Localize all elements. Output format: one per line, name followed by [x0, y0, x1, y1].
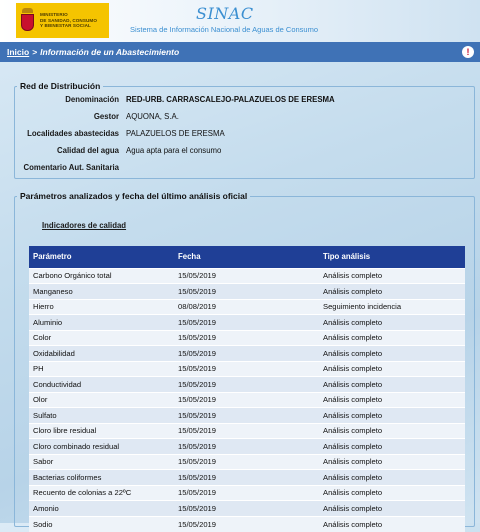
field-comentario: [15, 159, 474, 176]
breadcrumb-current: Información de un Abastecimiento: [40, 47, 180, 57]
table-row: [29, 268, 465, 284]
field-localidades: [15, 125, 474, 142]
cell-parametro: PH: [29, 361, 174, 377]
quality-indicators-link[interactable]: Indicadores de calidad: [42, 221, 127, 230]
table-row: [29, 315, 465, 331]
parameters-table: [29, 246, 465, 532]
cell-tipo: Análisis completo: [319, 470, 465, 486]
cell-fecha: 15/05/2019: [174, 454, 319, 470]
table-row: [29, 392, 465, 408]
parameters-section: [14, 191, 475, 527]
cell-tipo: Seguimiento incidencia: [319, 299, 465, 315]
cell-parametro: Hierro: [29, 299, 174, 315]
table-row: [29, 439, 465, 455]
table-row: [29, 361, 465, 377]
ministry-name: MINISTERIO DE SANIDAD, CONSUMO Y BIENESTAR SOCIAL: [40, 12, 98, 29]
cell-tipo: Análisis completo: [319, 268, 465, 284]
table-row: [29, 346, 465, 362]
cell-fecha: 15/05/2019: [174, 470, 319, 486]
cell-tipo: Análisis completo: [319, 284, 465, 300]
cell-parametro: Aluminio: [29, 315, 174, 331]
cell-parametro: Carbono Orgánico total: [29, 268, 174, 284]
field-label: Denominación: [65, 95, 119, 104]
column-header-fecha[interactable]: Fecha: [174, 246, 319, 268]
table-row: [29, 330, 465, 346]
cell-fecha: 15/05/2019: [174, 408, 319, 424]
cell-fecha: 15/05/2019: [174, 439, 319, 455]
column-header-tipo[interactable]: Tipo análisis: [319, 246, 465, 268]
cell-parametro: Oxidabilidad: [29, 346, 174, 362]
info-icon[interactable]: !: [462, 46, 474, 58]
cell-fecha: 15/05/2019: [174, 485, 319, 501]
cell-tipo: Análisis completo: [319, 315, 465, 331]
cell-parametro: Sabor: [29, 454, 174, 470]
table-row: [29, 377, 465, 393]
table-row: [29, 470, 465, 486]
cell-fecha: 15/05/2019: [174, 377, 319, 393]
field-label: Calidad del agua: [57, 146, 119, 155]
ministry-logo: [16, 3, 109, 38]
header: [0, 0, 480, 42]
table-row: [29, 454, 465, 470]
cell-tipo: Análisis completo: [319, 361, 465, 377]
cell-parametro: Manganeso: [29, 284, 174, 300]
field-label: Localidades abastecidas: [27, 129, 119, 138]
cell-fecha: 15/05/2019: [174, 330, 319, 346]
section-title-red: Red de Distribución: [20, 81, 101, 91]
column-header-parametro[interactable]: Parámetro: [29, 246, 174, 268]
cell-parametro: Cloro combinado residual: [29, 439, 174, 455]
coat-of-arms-icon: [20, 8, 35, 34]
field-value: RED-URB. CARRASCALEJO-PALAZUELOS DE ERESMA: [126, 95, 335, 104]
field-value: PALAZUELOS DE ERESMA: [126, 129, 225, 138]
cell-parametro: Color: [29, 330, 174, 346]
field-calidad: [15, 142, 474, 159]
cell-fecha: 15/05/2019: [174, 361, 319, 377]
table-row: [29, 516, 465, 532]
cell-parametro: Sodio: [29, 516, 174, 532]
cell-tipo: Análisis completo: [319, 439, 465, 455]
cell-parametro: Olor: [29, 392, 174, 408]
cell-fecha: 15/05/2019: [174, 284, 319, 300]
field-label: Gestor: [93, 112, 119, 121]
cell-parametro: Sulfato: [29, 408, 174, 424]
cell-fecha: 15/05/2019: [174, 315, 319, 331]
app-subtitle: Sistema de Información Nacional de Aguas de Consumo: [130, 25, 319, 34]
table-row: [29, 485, 465, 501]
cell-fecha: 15/05/2019: [174, 268, 319, 284]
cell-tipo: Análisis completo: [319, 330, 465, 346]
cell-tipo: Análisis completo: [319, 454, 465, 470]
distribution-network-section: [14, 81, 475, 179]
table-row: [29, 423, 465, 439]
cell-fecha: 15/05/2019: [174, 516, 319, 532]
breadcrumb: [0, 42, 480, 62]
cell-fecha: 15/05/2019: [174, 346, 319, 362]
section-title-params: Parámetros analizados y fecha del último análisis oficial: [20, 191, 248, 201]
cell-tipo: Análisis completo: [319, 516, 465, 532]
cell-parametro: Conductividad: [29, 377, 174, 393]
cell-fecha: 08/08/2019: [174, 299, 319, 315]
cell-tipo: Análisis completo: [319, 423, 465, 439]
cell-parametro: Recuento de colonias a 22ºC: [29, 485, 174, 501]
table-row: [29, 408, 465, 424]
cell-tipo: Análisis completo: [319, 485, 465, 501]
cell-tipo: Análisis completo: [319, 377, 465, 393]
cell-parametro: Amonio: [29, 501, 174, 517]
cell-tipo: Análisis completo: [319, 408, 465, 424]
field-value: AQUONA, S.A.: [126, 112, 179, 121]
cell-fecha: 15/05/2019: [174, 501, 319, 517]
cell-fecha: 15/05/2019: [174, 392, 319, 408]
cell-tipo: Análisis completo: [319, 346, 465, 362]
cell-parametro: Bacterias coliformes: [29, 470, 174, 486]
table-row: [29, 284, 465, 300]
table-row: [29, 299, 465, 315]
breadcrumb-separator: >: [32, 47, 38, 57]
cell-tipo: Análisis completo: [319, 501, 465, 517]
field-label: Comentario Aut. Sanitaria: [23, 163, 119, 172]
table-row: [29, 501, 465, 517]
table-header-row: [29, 246, 465, 268]
breadcrumb-home-link[interactable]: Inicio: [7, 47, 30, 57]
cell-parametro: Cloro libre residual: [29, 423, 174, 439]
field-gestor: [15, 108, 474, 125]
cell-fecha: 15/05/2019: [174, 423, 319, 439]
field-denominacion: [15, 91, 474, 108]
cell-tipo: Análisis completo: [319, 392, 465, 408]
app-title: SINAC: [196, 4, 254, 23]
field-value: Agua apta para el consumo: [126, 146, 222, 155]
